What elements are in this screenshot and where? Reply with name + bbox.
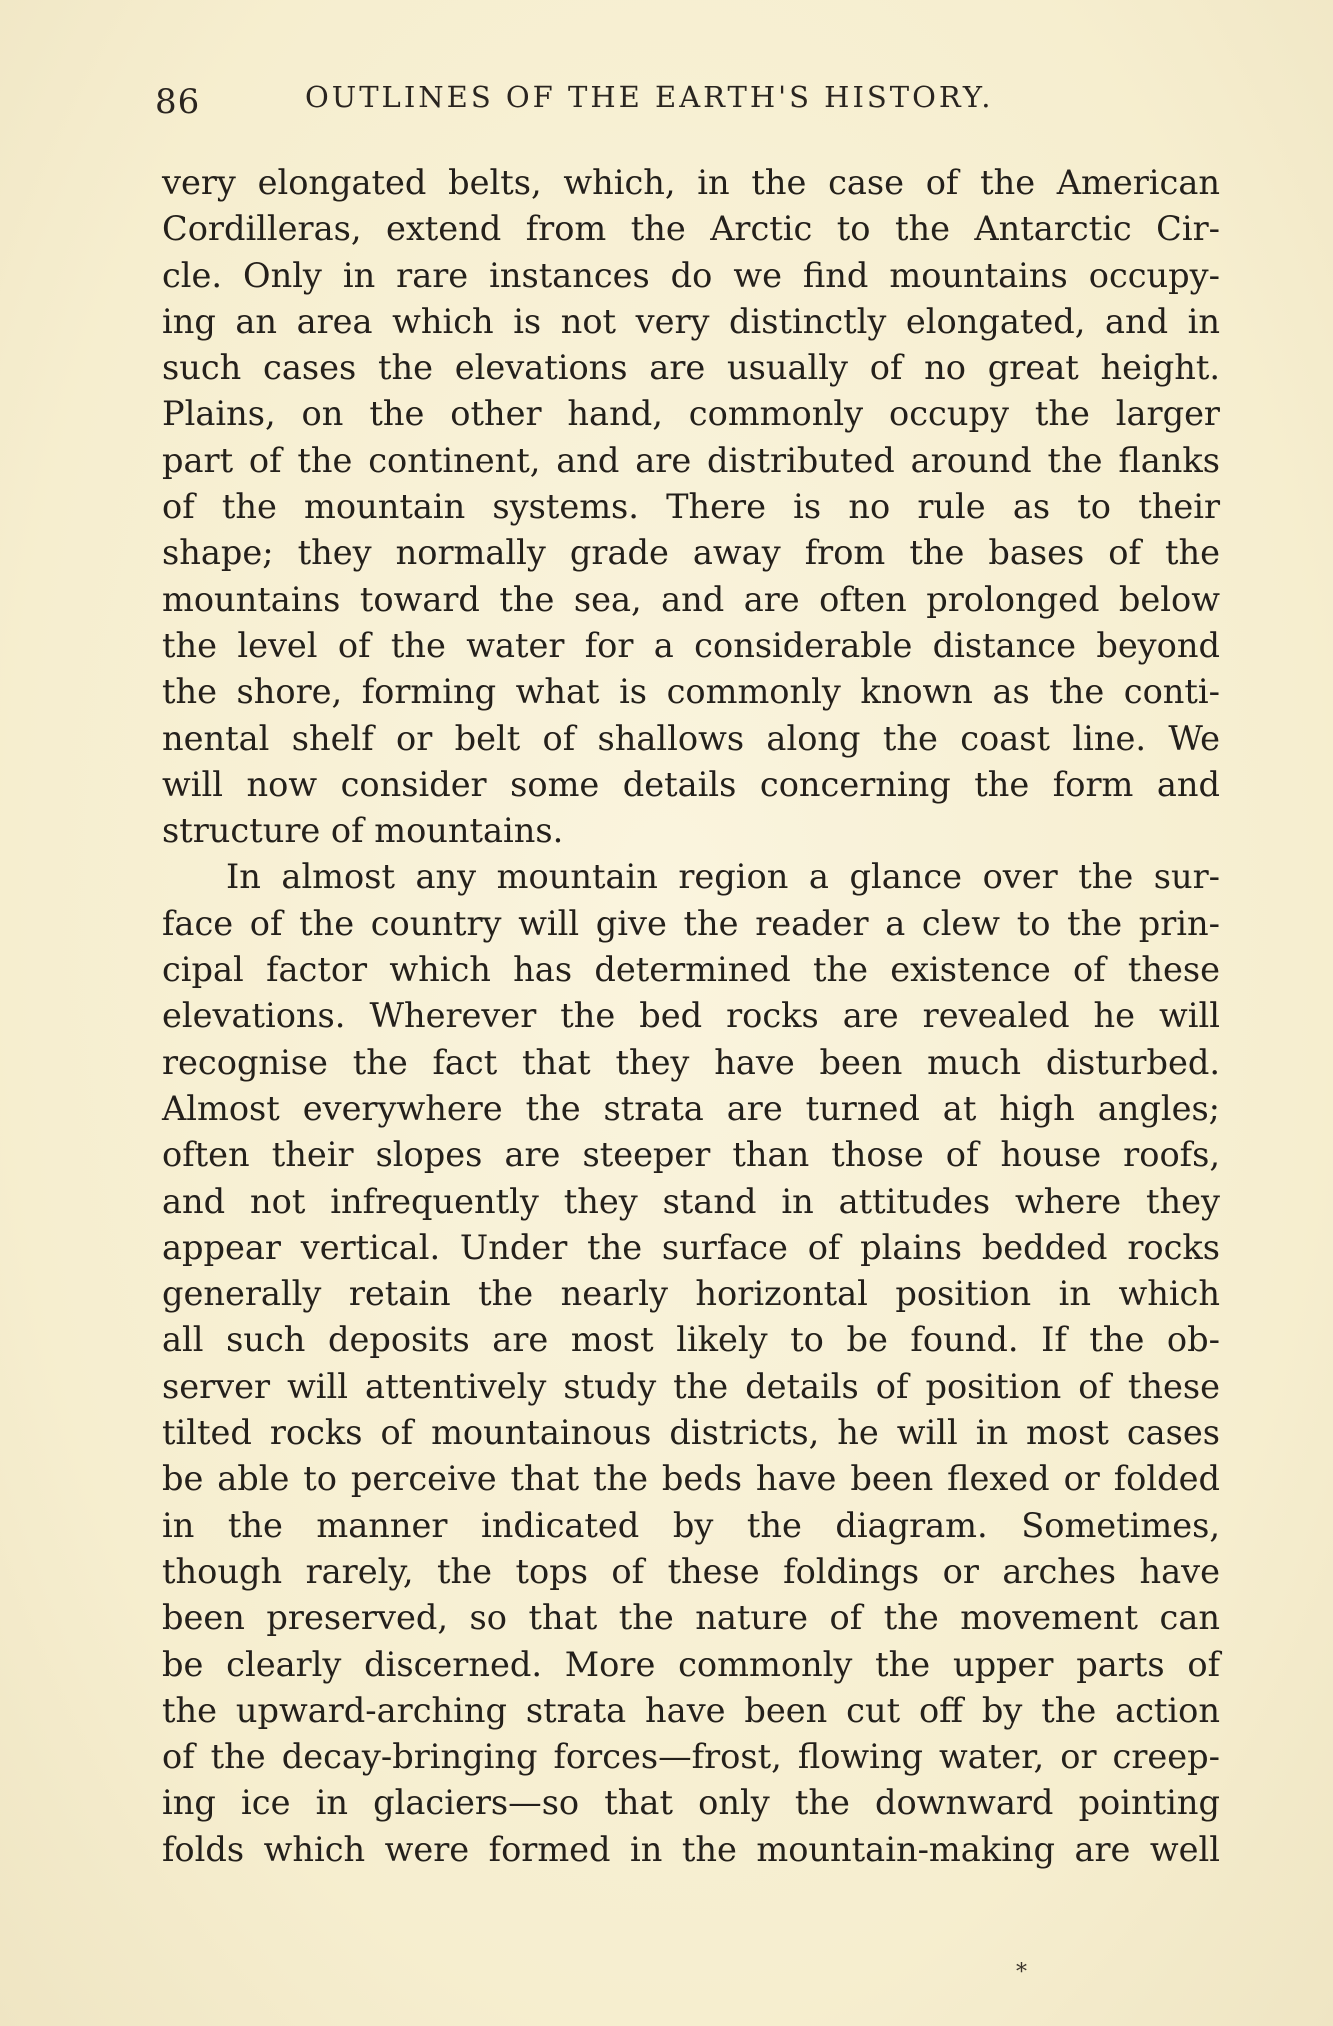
- text-line: ing an area which is not very distinctly elongated, and in: [162, 301, 1220, 341]
- text-line: of the decay-bringing forces—frost, flowing water, or creep-: [162, 1737, 1220, 1777]
- running-head: [155, 72, 1215, 122]
- text-line: structure of mountains.: [162, 811, 564, 851]
- text-line: shape; they normally grade away from the bases of the: [162, 533, 1220, 573]
- text-line: mountains toward the sea, and are often prolonged below: [162, 579, 1220, 619]
- text-line: the upward-arching strata have been cut off by the action: [162, 1690, 1220, 1730]
- text-line: and not infrequently they stand in attitudes where they: [162, 1181, 1220, 1221]
- text-line: the level of the water for a considerable distance beyond: [162, 625, 1220, 665]
- text-line: ing ice in glaciers—so that only the downward pointing: [162, 1783, 1220, 1823]
- text-line: all such deposits are most likely to be found. If the ob-: [162, 1320, 1220, 1360]
- text-line: Almost everywhere the strata are turned at high angles;: [162, 1088, 1220, 1128]
- footer-mark: *: [1016, 1960, 1027, 1985]
- text-line: often their slopes are steeper than those of house roofs,: [162, 1135, 1220, 1175]
- text-line: part of the continent, and are distributed around the flanks: [162, 440, 1220, 480]
- text-line: been preserved, so that the nature of the movement can: [162, 1598, 1220, 1638]
- text-line: be able to perceive that the beds have been flexed or folded: [162, 1459, 1220, 1499]
- text-line: cle. Only in rare instances do we find mountains occupy-: [162, 255, 1220, 295]
- text-line: nental shelf or belt of shallows along the coast line. We: [162, 718, 1220, 758]
- text-line: of the mountain systems. There is no rule as to their: [162, 487, 1220, 527]
- text-line: tilted rocks of mountainous districts, he will in most cases: [162, 1413, 1220, 1453]
- text-line: the shore, forming what is commonly known as the conti-: [162, 672, 1220, 712]
- text-line: elevations. Wherever the bed rocks are revealed he will: [162, 996, 1220, 1036]
- text-line: appear vertical. Under the surface of plains bedded rocks: [162, 1227, 1220, 1267]
- text-line: very elongated belts, which, in the case of the American: [162, 163, 1220, 202]
- body-text: [162, 160, 1220, 1873]
- text-line: cipal factor which has determined the existence of these: [162, 950, 1220, 990]
- paragraph-start-line: In almost any mountain region a glance over the sur-: [226, 857, 1220, 897]
- text-line: face of the country will give the reader a clew to the prin-: [162, 903, 1220, 943]
- text-line: will now consider some details concerning the form and: [162, 764, 1220, 804]
- text-line: such cases the elevations are usually of no great height.: [162, 348, 1220, 388]
- text-line: server will attentively study the details of position of these: [162, 1366, 1220, 1406]
- text-line: Plains, on the other hand, commonly occupy the larger: [162, 394, 1220, 434]
- text-line: be clearly discerned. More commonly the upper parts of: [162, 1644, 1220, 1684]
- running-title: OUTLINES OF THE EARTH'S HISTORY.: [305, 80, 994, 114]
- text-line: though rarely, the tops of these foldings or arches have: [162, 1551, 1220, 1591]
- text-line: generally retain the nearly horizontal position in which: [162, 1274, 1220, 1314]
- text-line: recognise the fact that they have been much disturbed.: [162, 1042, 1220, 1082]
- text-line: Cordilleras, extend from the Arctic to the Antarctic Cir-: [162, 209, 1220, 249]
- text-line: in the manner indicated by the diagram. Sometimes,: [162, 1505, 1220, 1545]
- page-number: 86: [155, 82, 201, 122]
- text-line: folds which were formed in the mountain-making are well: [162, 1829, 1220, 1869]
